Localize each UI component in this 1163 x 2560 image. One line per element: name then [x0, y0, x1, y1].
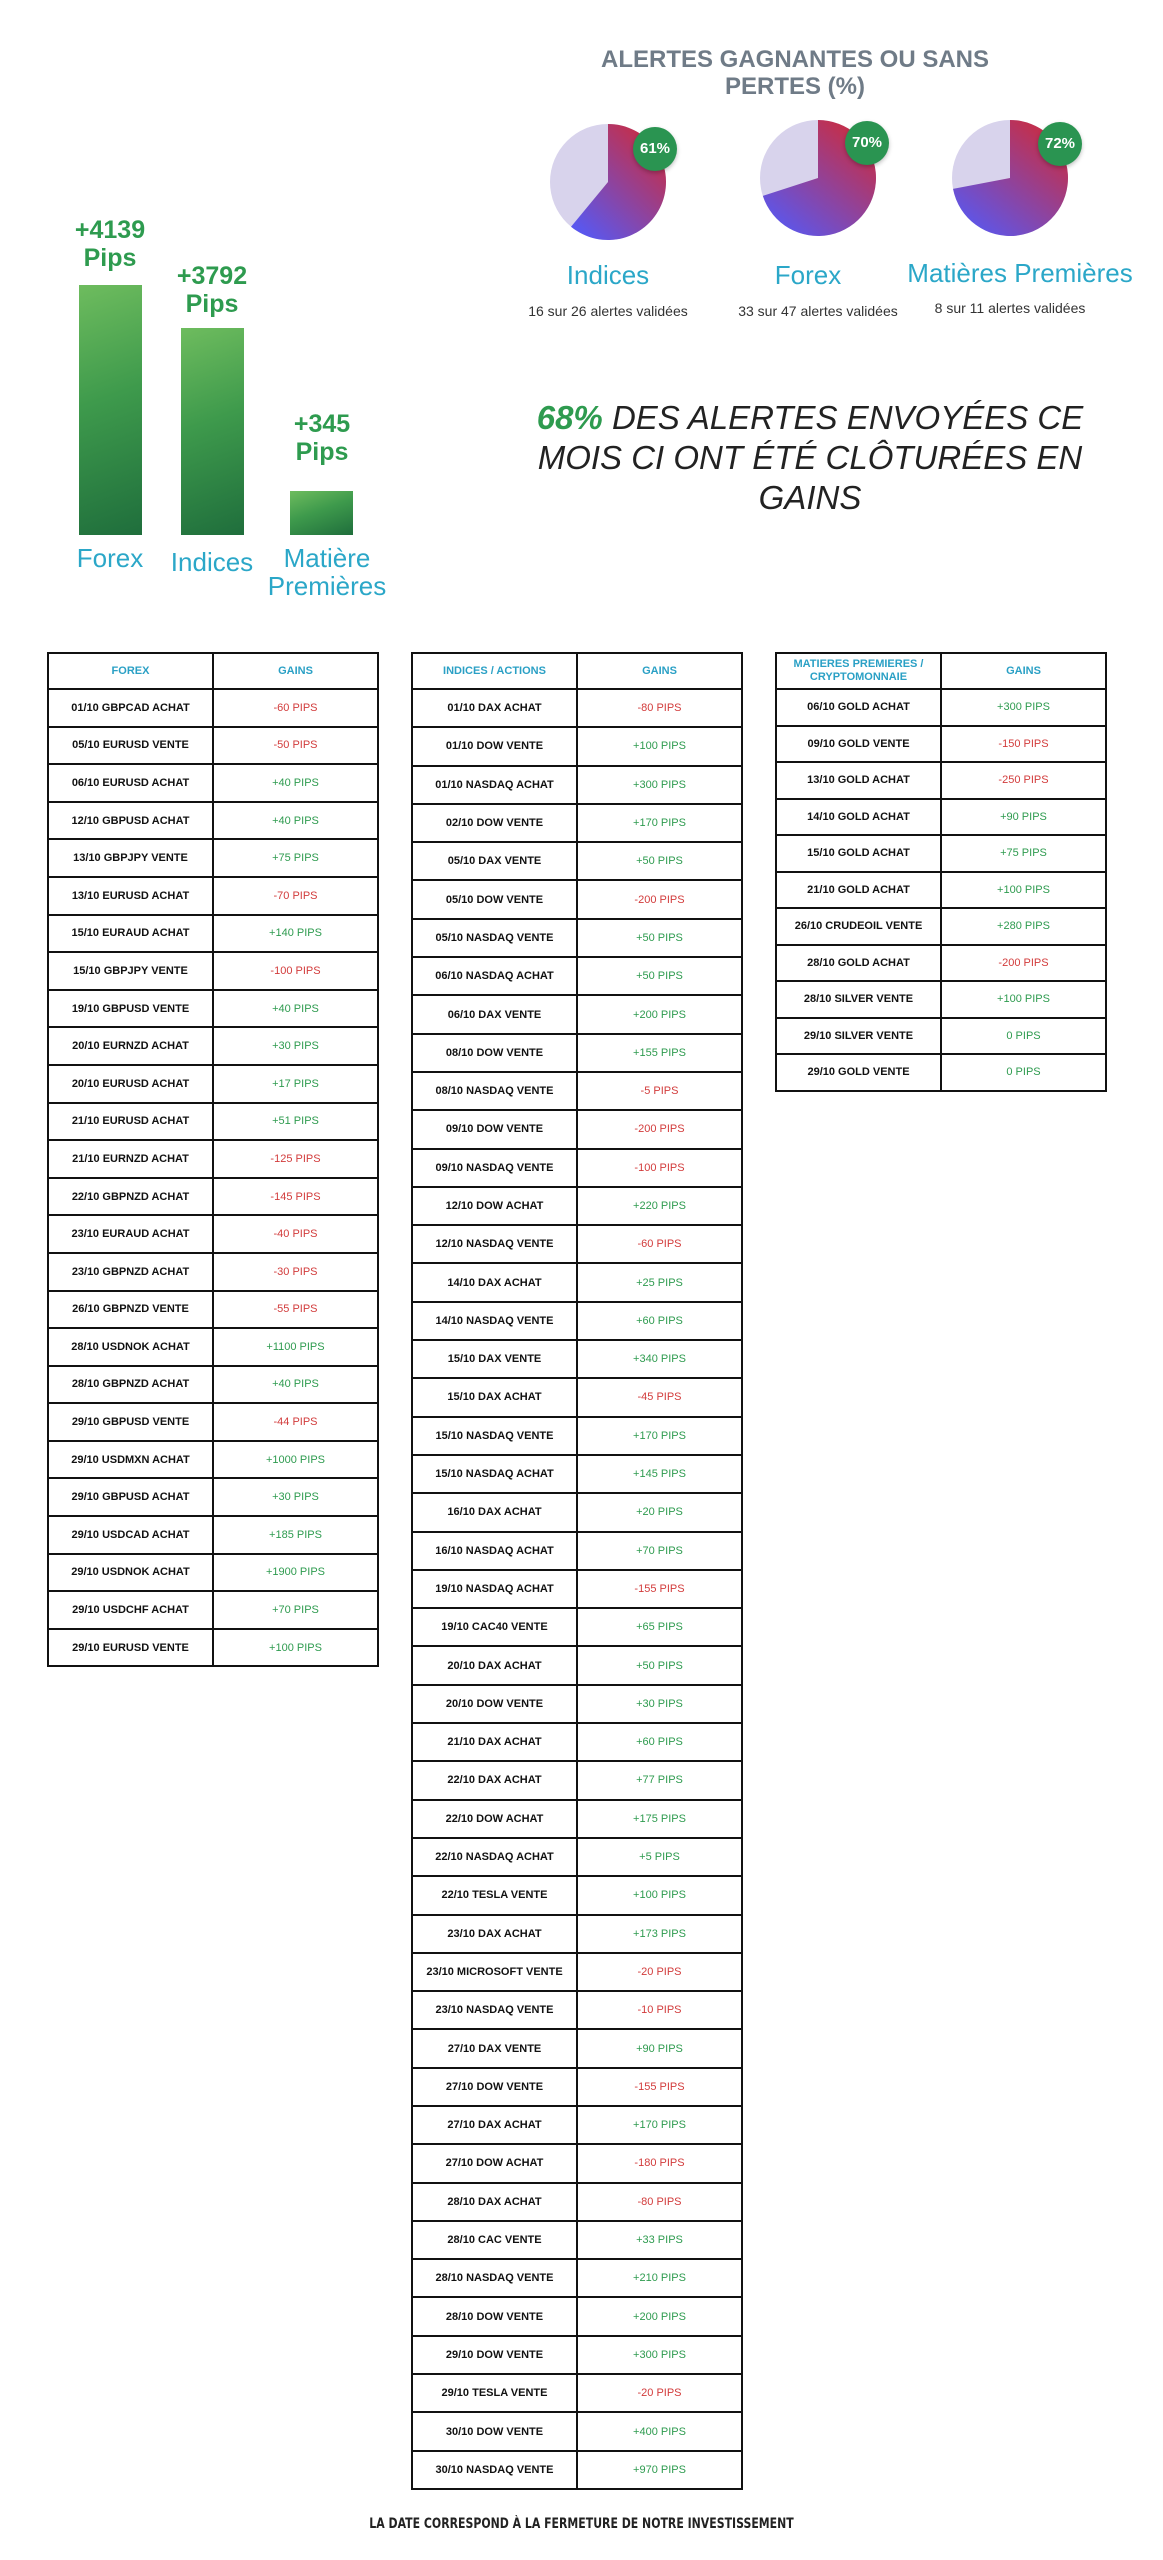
pie-name-indices: Indices	[566, 260, 650, 290]
trade-gain: +40 PIPS	[213, 802, 378, 840]
table-row	[412, 1876, 742, 1914]
trade-name: 05/10 EURUSD VENTE	[48, 727, 213, 765]
trade-name: 19/10 CAC40 VENTE	[412, 1608, 577, 1646]
trade-name: 21/10 DAX ACHAT	[412, 1723, 577, 1761]
pie-badge-indices: 61%	[633, 127, 677, 171]
table-row	[412, 1302, 742, 1340]
pie-name-matieres: Matières Premières	[907, 258, 1133, 288]
table-row	[412, 1608, 742, 1646]
forex-header-name: FOREX	[48, 653, 213, 689]
trade-gain: +970 PIPS	[577, 2451, 742, 2489]
trade-gain: +40 PIPS	[213, 990, 378, 1028]
headline	[515, 398, 1105, 518]
trade-gain: +65 PIPS	[577, 1608, 742, 1646]
trade-name: 14/10 DAX ACHAT	[412, 1263, 577, 1301]
table-row	[48, 1328, 378, 1366]
trade-gain: -30 PIPS	[213, 1253, 378, 1291]
trade-gain: +300 PIPS	[941, 689, 1106, 726]
trade-name: 13/10 GBPJPY VENTE	[48, 839, 213, 877]
trade-gain: +50 PIPS	[577, 957, 742, 995]
trade-gain: +50 PIPS	[577, 842, 742, 880]
headline-percent: 68%	[536, 399, 603, 436]
table-row	[48, 877, 378, 915]
table-row	[412, 880, 742, 918]
table-row	[412, 1340, 742, 1378]
table-row	[48, 1629, 378, 1667]
trade-gain: -70 PIPS	[213, 877, 378, 915]
table-row	[412, 1646, 742, 1684]
trade-name: 23/10 MICROSOFT VENTE	[412, 1953, 577, 1991]
trade-gain: +33 PIPS	[577, 2221, 742, 2259]
table-row	[412, 2183, 742, 2221]
trade-name: 16/10 NASDAQ ACHAT	[412, 1532, 577, 1570]
table-row	[412, 1034, 742, 1072]
table-row	[48, 1366, 378, 1404]
pies-title: ALERTES GAGNANTES OU SANS PERTES (%)	[600, 46, 990, 100]
trade-name: 06/10 DAX VENTE	[412, 995, 577, 1033]
table-row	[48, 990, 378, 1028]
trade-gain: +155 PIPS	[577, 1034, 742, 1072]
trade-gain: -180 PIPS	[577, 2144, 742, 2182]
trade-gain: +100 PIPS	[941, 981, 1106, 1018]
table-row	[48, 1291, 378, 1329]
trade-name: 26/10 GBPNZD VENTE	[48, 1291, 213, 1329]
table-row	[48, 802, 378, 840]
trade-name: 20/10 DOW VENTE	[412, 1685, 577, 1723]
table-row	[412, 2412, 742, 2450]
trade-gain: +185 PIPS	[213, 1516, 378, 1554]
trade-gain: +30 PIPS	[577, 1685, 742, 1723]
trade-name: 13/10 GOLD ACHAT	[776, 762, 941, 799]
trade-name: 27/10 DAX VENTE	[412, 2029, 577, 2067]
table-row	[412, 2374, 742, 2412]
trade-gain: -100 PIPS	[577, 1149, 742, 1187]
table-row	[412, 842, 742, 880]
trade-gain: +77 PIPS	[577, 1761, 742, 1799]
table-row	[776, 945, 1106, 982]
trade-name: 23/10 DAX ACHAT	[412, 1915, 577, 1953]
trade-gain: +140 PIPS	[213, 915, 378, 953]
trade-gain: -10 PIPS	[577, 1991, 742, 2029]
table-row	[48, 727, 378, 765]
trade-gain: -50 PIPS	[213, 727, 378, 765]
table-row	[412, 1263, 742, 1301]
bar-matieres	[290, 491, 353, 535]
trade-name: 27/10 DOW ACHAT	[412, 2144, 577, 2182]
trade-gain: +40 PIPS	[213, 764, 378, 802]
table-row	[412, 1110, 742, 1148]
table-row	[412, 957, 742, 995]
trade-name: 28/10 SILVER VENTE	[776, 981, 941, 1018]
trade-gain: +1900 PIPS	[213, 1554, 378, 1592]
trade-name: 12/10 GBPUSD ACHAT	[48, 802, 213, 840]
table-row	[48, 1554, 378, 1592]
table-row	[48, 1215, 378, 1253]
trade-name: 22/10 NASDAQ ACHAT	[412, 1838, 577, 1876]
trade-gain: +170 PIPS	[577, 1417, 742, 1455]
table-row	[412, 1915, 742, 1953]
trade-gain: 0 PIPS	[941, 1018, 1106, 1055]
trade-name: 28/10 DOW VENTE	[412, 2297, 577, 2335]
table-row	[412, 2106, 742, 2144]
trade-gain: +100 PIPS	[941, 872, 1106, 909]
bar-label-indices: Indices	[170, 547, 254, 577]
trade-gain: +70 PIPS	[577, 1532, 742, 1570]
trade-gain: +1100 PIPS	[213, 1328, 378, 1366]
table-row	[48, 1103, 378, 1141]
table-row	[776, 981, 1106, 1018]
table-row	[412, 1072, 742, 1110]
trade-name: 12/10 DOW ACHAT	[412, 1187, 577, 1225]
trade-gain: +75 PIPS	[941, 835, 1106, 872]
trade-name: 01/10 DAX ACHAT	[412, 689, 577, 727]
table-row	[412, 919, 742, 957]
bar-value-forex: +4139 Pips	[74, 216, 146, 272]
trade-name: 05/10 DAX VENTE	[412, 842, 577, 880]
trade-gain: +60 PIPS	[577, 1723, 742, 1761]
trade-gain: -40 PIPS	[213, 1215, 378, 1253]
table-row	[412, 1378, 742, 1416]
table-row	[412, 1991, 742, 2029]
table-row	[48, 1516, 378, 1554]
trade-name: 05/10 NASDAQ VENTE	[412, 919, 577, 957]
trade-name: 29/10 GBPUSD ACHAT	[48, 1478, 213, 1516]
table-row	[412, 727, 742, 765]
trade-name: 30/10 NASDAQ VENTE	[412, 2451, 577, 2489]
trade-name: 19/10 GBPUSD VENTE	[48, 990, 213, 1028]
trade-gain: +1000 PIPS	[213, 1441, 378, 1479]
table-row	[48, 1478, 378, 1516]
trade-name: 29/10 EURUSD VENTE	[48, 1629, 213, 1667]
forex-table	[47, 652, 379, 1667]
table-row	[412, 1225, 742, 1263]
table-row	[412, 1570, 742, 1608]
trade-name: 29/10 USDCAD ACHAT	[48, 1516, 213, 1554]
trade-name: 22/10 TESLA VENTE	[412, 1876, 577, 1914]
trade-gain: +20 PIPS	[577, 1493, 742, 1531]
trade-name: 20/10 EURNZD ACHAT	[48, 1027, 213, 1065]
trade-gain: +30 PIPS	[213, 1027, 378, 1065]
table-row	[48, 1441, 378, 1479]
trade-gain: -80 PIPS	[577, 2183, 742, 2221]
table-row	[412, 2259, 742, 2297]
table-row	[412, 1761, 742, 1799]
trade-gain: +70 PIPS	[213, 1591, 378, 1629]
trade-name: 09/10 DOW VENTE	[412, 1110, 577, 1148]
trade-name: 06/10 EURUSD ACHAT	[48, 764, 213, 802]
trade-gain: +280 PIPS	[941, 908, 1106, 945]
trade-gain: +40 PIPS	[213, 1366, 378, 1404]
trade-gain: +100 PIPS	[213, 1629, 378, 1667]
indices-header-gains: GAINS	[577, 653, 742, 689]
bar-value-indices: +3792 Pips	[176, 262, 248, 318]
trade-name: 01/10 GBPCAD ACHAT	[48, 689, 213, 727]
trade-name: 29/10 DOW VENTE	[412, 2336, 577, 2374]
pie-caption-indices: 16 sur 26 alertes validées	[528, 303, 688, 319]
trade-gain: -200 PIPS	[941, 945, 1106, 982]
trade-name: 28/10 GOLD ACHAT	[776, 945, 941, 982]
trade-gain: -60 PIPS	[577, 1225, 742, 1263]
trade-name: 15/10 GOLD ACHAT	[776, 835, 941, 872]
table-row	[48, 1027, 378, 1065]
trade-gain: +100 PIPS	[577, 1876, 742, 1914]
table-row	[412, 804, 742, 842]
table-row	[776, 872, 1106, 909]
trade-gain: -150 PIPS	[941, 726, 1106, 763]
trade-name: 22/10 DAX ACHAT	[412, 1761, 577, 1799]
trade-gain: +173 PIPS	[577, 1915, 742, 1953]
trade-gain: -80 PIPS	[577, 689, 742, 727]
table-row	[412, 2144, 742, 2182]
table-row	[412, 1455, 742, 1493]
table-row	[412, 1493, 742, 1531]
table-row	[776, 726, 1106, 763]
trade-name: 29/10 GOLD VENTE	[776, 1054, 941, 1091]
table-row	[48, 1065, 378, 1103]
trade-name: 20/10 EURUSD ACHAT	[48, 1065, 213, 1103]
table-row	[48, 1140, 378, 1178]
trade-name: 15/10 DAX ACHAT	[412, 1378, 577, 1416]
trade-gain: +75 PIPS	[213, 839, 378, 877]
table-row	[412, 1417, 742, 1455]
trade-name: 30/10 DOW VENTE	[412, 2412, 577, 2450]
trade-gain: +220 PIPS	[577, 1187, 742, 1225]
trade-name: 21/10 EURNZD ACHAT	[48, 1140, 213, 1178]
bar-value-matieres: +345 Pips	[293, 410, 351, 466]
trade-name: 29/10 USDMXN ACHAT	[48, 1441, 213, 1479]
table-row	[48, 1253, 378, 1291]
table-row	[412, 1800, 742, 1838]
trade-name: 29/10 USDNOK ACHAT	[48, 1554, 213, 1592]
table-row	[48, 952, 378, 990]
bar-label-forex: Forex	[76, 543, 144, 573]
trade-name: 08/10 DOW VENTE	[412, 1034, 577, 1072]
trade-name: 15/10 NASDAQ ACHAT	[412, 1455, 577, 1493]
matieres-header-gains: GAINS	[941, 653, 1106, 689]
trade-name: 29/10 USDCHF ACHAT	[48, 1591, 213, 1629]
trade-name: 01/10 DOW VENTE	[412, 727, 577, 765]
matieres-table	[775, 652, 1107, 1092]
trade-name: 02/10 DOW VENTE	[412, 804, 577, 842]
trade-gain: +25 PIPS	[577, 1263, 742, 1301]
pie-badge-forex: 70%	[845, 121, 889, 165]
trade-name: 16/10 DAX ACHAT	[412, 1493, 577, 1531]
trade-gain: +5 PIPS	[577, 1838, 742, 1876]
trade-name: 06/10 GOLD ACHAT	[776, 689, 941, 726]
trade-name: 28/10 USDNOK ACHAT	[48, 1328, 213, 1366]
headline-text: DES ALERTES ENVOYÉES CE MOIS CI ONT ÉTÉ CLÔTURÉES EN GAINS	[537, 399, 1084, 516]
trade-name: 28/10 DAX ACHAT	[412, 2183, 577, 2221]
table-row	[412, 1187, 742, 1225]
indices-header-name: INDICES / ACTIONS	[412, 653, 577, 689]
bar-forex	[79, 285, 142, 535]
trade-name: 21/10 EURUSD ACHAT	[48, 1103, 213, 1141]
trade-name: 15/10 GBPJPY VENTE	[48, 952, 213, 990]
trade-gain: +175 PIPS	[577, 1800, 742, 1838]
trade-name: 15/10 DAX VENTE	[412, 1340, 577, 1378]
trade-name: 26/10 CRUDEOIL VENTE	[776, 908, 941, 945]
table-row	[412, 2221, 742, 2259]
trade-name: 13/10 EURUSD ACHAT	[48, 877, 213, 915]
trade-name: 15/10 EURAUD ACHAT	[48, 915, 213, 953]
table-row	[412, 2451, 742, 2489]
trade-gain: -45 PIPS	[577, 1378, 742, 1416]
table-row	[412, 2068, 742, 2106]
trade-name: 09/10 NASDAQ VENTE	[412, 1149, 577, 1187]
pie-badge-matieres: 72%	[1038, 122, 1082, 166]
pie-caption-matieres: 8 sur 11 alertes validées	[934, 300, 1086, 316]
trade-gain: +100 PIPS	[577, 727, 742, 765]
trade-gain: -44 PIPS	[213, 1403, 378, 1441]
trade-gain: +210 PIPS	[577, 2259, 742, 2297]
trade-gain: +30 PIPS	[213, 1478, 378, 1516]
trade-gain: +50 PIPS	[577, 919, 742, 957]
trade-name: 22/10 GBPNZD ACHAT	[48, 1178, 213, 1216]
trade-name: 22/10 DOW ACHAT	[412, 1800, 577, 1838]
trade-gain: -155 PIPS	[577, 2068, 742, 2106]
trade-gain: +300 PIPS	[577, 2336, 742, 2374]
table-row	[48, 689, 378, 727]
table-row	[412, 766, 742, 804]
trade-gain: 0 PIPS	[941, 1054, 1106, 1091]
trade-gain: +50 PIPS	[577, 1646, 742, 1684]
trade-name: 14/10 NASDAQ VENTE	[412, 1302, 577, 1340]
trade-gain: -100 PIPS	[213, 952, 378, 990]
trade-name: 05/10 DOW VENTE	[412, 880, 577, 918]
bar-label-matieres: Matière Premières	[267, 543, 387, 601]
table-row	[776, 799, 1106, 836]
trade-name: 20/10 DAX ACHAT	[412, 1646, 577, 1684]
table-row	[412, 2336, 742, 2374]
trade-name: 21/10 GOLD ACHAT	[776, 872, 941, 909]
table-row	[48, 839, 378, 877]
table-row	[776, 835, 1106, 872]
table-row	[412, 1532, 742, 1570]
footer-note: LA DATE CORRESPOND À LA FERMETURE DE NOTRE INVESTISSEMENT	[369, 2516, 794, 2532]
table-row	[412, 1953, 742, 1991]
table-row	[48, 1178, 378, 1216]
trade-name: 06/10 NASDAQ ACHAT	[412, 957, 577, 995]
table-row	[776, 908, 1106, 945]
table-row	[776, 1018, 1106, 1055]
bar-indices	[181, 328, 244, 535]
trade-name: 28/10 NASDAQ VENTE	[412, 2259, 577, 2297]
trade-name: 09/10 GOLD VENTE	[776, 726, 941, 763]
trade-name: 19/10 NASDAQ ACHAT	[412, 1570, 577, 1608]
trade-name: 29/10 TESLA VENTE	[412, 2374, 577, 2412]
forex-header-gains: GAINS	[213, 653, 378, 689]
table-row	[48, 915, 378, 953]
trade-gain: -60 PIPS	[213, 689, 378, 727]
trade-gain: -200 PIPS	[577, 880, 742, 918]
trade-gain: +200 PIPS	[577, 2297, 742, 2335]
trade-gain: +170 PIPS	[577, 2106, 742, 2144]
trade-gain: -20 PIPS	[577, 1953, 742, 1991]
trade-gain: +51 PIPS	[213, 1103, 378, 1141]
trade-gain: +60 PIPS	[577, 1302, 742, 1340]
trade-name: 08/10 NASDAQ VENTE	[412, 1072, 577, 1110]
table-row	[48, 1591, 378, 1629]
matieres-header-name: MATIERES PREMIERES / CRYPTOMONNAIE	[776, 653, 941, 689]
trade-name: 14/10 GOLD ACHAT	[776, 799, 941, 836]
trade-name: 15/10 NASDAQ VENTE	[412, 1417, 577, 1455]
table-row	[412, 2297, 742, 2335]
trade-gain: +17 PIPS	[213, 1065, 378, 1103]
pie-name-forex: Forex	[774, 260, 842, 290]
trade-name: 12/10 NASDAQ VENTE	[412, 1225, 577, 1263]
trade-gain: +200 PIPS	[577, 995, 742, 1033]
trade-gain: +400 PIPS	[577, 2412, 742, 2450]
trade-gain: -250 PIPS	[941, 762, 1106, 799]
table-row	[412, 689, 742, 727]
indices-table	[411, 652, 743, 2490]
trade-name: 27/10 DOW VENTE	[412, 2068, 577, 2106]
table-row	[776, 762, 1106, 799]
table-row	[412, 1838, 742, 1876]
table-row	[776, 689, 1106, 726]
trade-gain: +340 PIPS	[577, 1340, 742, 1378]
trade-gain: +170 PIPS	[577, 804, 742, 842]
table-row	[412, 1723, 742, 1761]
table-row	[412, 2029, 742, 2067]
table-row	[776, 1054, 1106, 1091]
trade-gain: -155 PIPS	[577, 1570, 742, 1608]
trade-name: 28/10 GBPNZD ACHAT	[48, 1366, 213, 1404]
trade-name: 23/10 NASDAQ VENTE	[412, 1991, 577, 2029]
table-row	[412, 995, 742, 1033]
trade-gain: +145 PIPS	[577, 1455, 742, 1493]
table-row	[48, 764, 378, 802]
trade-gain: -125 PIPS	[213, 1140, 378, 1178]
trade-gain: +90 PIPS	[941, 799, 1106, 836]
table-row	[412, 1685, 742, 1723]
pie-caption-forex: 33 sur 47 alertes validées	[738, 303, 898, 319]
trade-gain: -20 PIPS	[577, 2374, 742, 2412]
trade-gain: -5 PIPS	[577, 1072, 742, 1110]
trade-name: 23/10 GBPNZD ACHAT	[48, 1253, 213, 1291]
pips-bar-chart	[0, 0, 420, 620]
trade-gain: -145 PIPS	[213, 1178, 378, 1216]
trade-name: 29/10 SILVER VENTE	[776, 1018, 941, 1055]
table-row	[48, 1403, 378, 1441]
trade-gain: -200 PIPS	[577, 1110, 742, 1148]
trade-name: 23/10 EURAUD ACHAT	[48, 1215, 213, 1253]
trade-name: 29/10 GBPUSD VENTE	[48, 1403, 213, 1441]
trade-gain: +90 PIPS	[577, 2029, 742, 2067]
trade-name: 01/10 NASDAQ ACHAT	[412, 766, 577, 804]
trade-name: 27/10 DAX ACHAT	[412, 2106, 577, 2144]
trade-gain: +300 PIPS	[577, 766, 742, 804]
trade-gain: -55 PIPS	[213, 1291, 378, 1329]
table-row	[412, 1149, 742, 1187]
trade-name: 28/10 CAC VENTE	[412, 2221, 577, 2259]
